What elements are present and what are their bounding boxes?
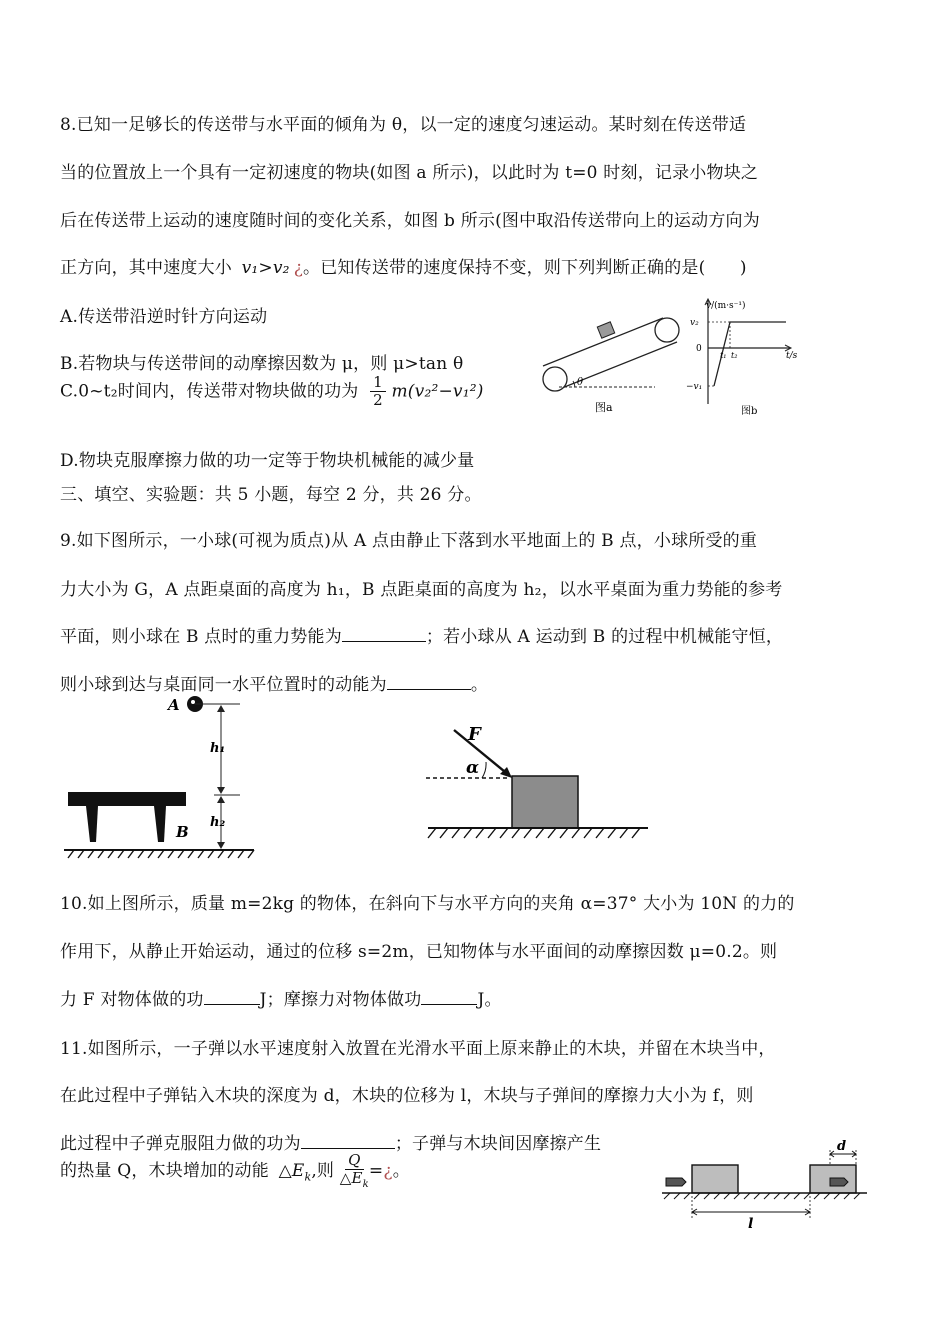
q8-option-b: B.若物块与传送带间的动摩擦因数为 μ，则 μ>tan θ [60, 354, 464, 374]
q8-velocity-relation: v₁>v₂ [241, 258, 290, 278]
q11-line4-a: 的热量 Q，木块增加的动能 [60, 1160, 269, 1181]
fig-b-zero-label: 0 [696, 344, 702, 354]
q10-line3-a: 力 F 对物体做的功 [60, 990, 204, 1010]
q10-line3-b: J；摩擦力对物体做功 [259, 990, 422, 1010]
q9-line4-a: 则小球到达与桌面同一水平位置时的动能为 [60, 675, 387, 695]
h2-label: h₂ [210, 815, 226, 830]
q11-delta-ek: △E [278, 1160, 305, 1181]
q9-line3-b: ；若小球从 A 运动到 B 的过程中机械能守恒， [425, 627, 784, 647]
q11-line3-b: ；子弹与木块间因摩擦产生 [394, 1134, 602, 1154]
q8-half-fraction [370, 374, 386, 410]
q9-line3 [60, 622, 783, 647]
q8-line4-a: 正方向，其中速度大小 [60, 258, 232, 278]
q11-line3 [60, 1129, 601, 1154]
fig-a-caption: 图a [595, 401, 613, 414]
q8-line4 [60, 253, 747, 278]
q8-stray-glyph: ¿ [293, 258, 304, 278]
q8-line1: 8.已知一足够长的传送带与水平面的倾角为 θ，以一定的速度匀速运动。某时刻在传送带适 [60, 115, 747, 135]
q10-line1: 10.如上图所示，质量 m=2kg 的物体，在斜向下与水平方向的夹角 α=37° 大小为 10N 的力的 [60, 894, 795, 914]
q11-blank-work-against-resistance[interactable] [301, 1129, 395, 1149]
pushed-block-figure [420, 718, 660, 843]
q8-half-num: 1 [370, 374, 386, 392]
q11-ratio-num: Q [345, 1152, 364, 1170]
depth-d-label: d [837, 1139, 847, 1154]
vt-graph-figure-b [678, 296, 808, 421]
q11-line4-d: 。 [392, 1160, 410, 1181]
q9-line4-b: 。 [470, 675, 489, 695]
falling-ball-figure [64, 690, 264, 860]
fig-b-t2-label: t₂ [731, 351, 738, 360]
q10-blank-work-by-f[interactable] [204, 985, 260, 1005]
q10-line2: 作用下，从静止开始运动，通过的位移 s=2m，已知物体与水平面间的动摩擦因数 μ=0.2。则 [60, 942, 778, 962]
fig-b-caption: 图b [741, 406, 758, 417]
bullet-block-figure [662, 1140, 867, 1230]
q11-heat-energy-ratio [340, 1152, 369, 1191]
q8-line4-b: 。已知传送带的速度保持不变，则下列判断正确的是( ) [303, 258, 747, 278]
q9-line2: 力大小为 G，A 点距桌面的高度为 h₁，B 点距桌面的高度为 h₂，以水平桌面为重力势能的参考 [60, 580, 783, 600]
q9-line3-a: 平面，则小球在 B 点时的重力势能为 [60, 627, 342, 647]
q11-line3-a: 此过程中子弹克服阻力做的功为 [60, 1134, 301, 1154]
h1-label: h₁ [210, 741, 226, 756]
q11-line2: 在此过程中子弹钻入木块的深度为 d，木块的位移为 l，木块与子弹间的摩擦力大小为 f，则 [60, 1086, 754, 1106]
q11-equals: = [368, 1160, 384, 1181]
q10-line3 [60, 985, 502, 1010]
q11-ratio-den [340, 1170, 369, 1191]
q8-option-a: A.传送带沿逆时针方向运动 [60, 307, 268, 327]
section-3-heading: 三、填空、实验题：共 5 小题，每空 2 分，共 26 分。 [60, 485, 482, 505]
q8-option-d: D.物块克服摩擦力做的功一定等于物块机械能的减少量 [60, 451, 475, 471]
q8-option-c-text: C.0~t₂时间内，传送带对物块做的功为 [60, 381, 359, 402]
point-a-label: A [168, 696, 180, 714]
q11-line4-b: ,则 [311, 1160, 335, 1181]
fig-b-neg-v1-label: −v₁ [686, 382, 703, 392]
force-f-label: F [468, 724, 481, 745]
alpha-angle-label: α [466, 758, 480, 778]
point-b-label: B [176, 823, 189, 841]
q8-line2: 当的位置放上一个具有一定初速度的物块(如图 a 所示)，以此时为 t=0 时刻，记录小物块之 [60, 163, 759, 183]
q9-blank-kinetic-energy[interactable] [387, 670, 471, 690]
displacement-l-label: l [748, 1216, 754, 1232]
fig-b-y-axis-label: v/(m·s⁻¹) [706, 301, 746, 311]
q11-line4 [60, 1152, 410, 1191]
q10-blank-work-by-friction[interactable] [421, 985, 477, 1005]
q8-half-den: 2 [373, 391, 383, 410]
q11-line1: 11.如图所示，一子弹以水平速度射入放置在光滑水平面上原来静止的木块，并留在木块当中， [60, 1039, 776, 1059]
fig-b-v2-label: v₂ [690, 318, 699, 328]
q11-delta-ek-sub: k [304, 1170, 312, 1184]
q8-line3: 后在传送带上运动的速度随时间的变化关系，如图 b 所示(图中取沿传送带向上的运动方向为 [60, 211, 760, 231]
fig-b-t1-label: t₁ [720, 351, 727, 360]
q10-line3-c: J。 [477, 990, 502, 1010]
fig-b-x-axis-label: t/s [786, 351, 798, 361]
q9-blank-potential-energy[interactable] [342, 622, 426, 642]
fig-a-angle-label: θ [577, 377, 584, 388]
q9-line1: 9.如下图所示，一小球(可视为质点)从 A 点由静止下落到水平地面上的 B 点，小球所受的重 [60, 531, 758, 551]
q11-stray-glyph: ¿ [383, 1160, 393, 1181]
conveyor-figure-a [535, 318, 695, 418]
q11-ratio-den-sub: k [362, 1179, 369, 1191]
q11-ratio-den-text: △E [339, 1169, 363, 1188]
q8-option-c [60, 374, 484, 410]
q8-work-expression: m(v₂²−v₁²) [391, 381, 484, 402]
